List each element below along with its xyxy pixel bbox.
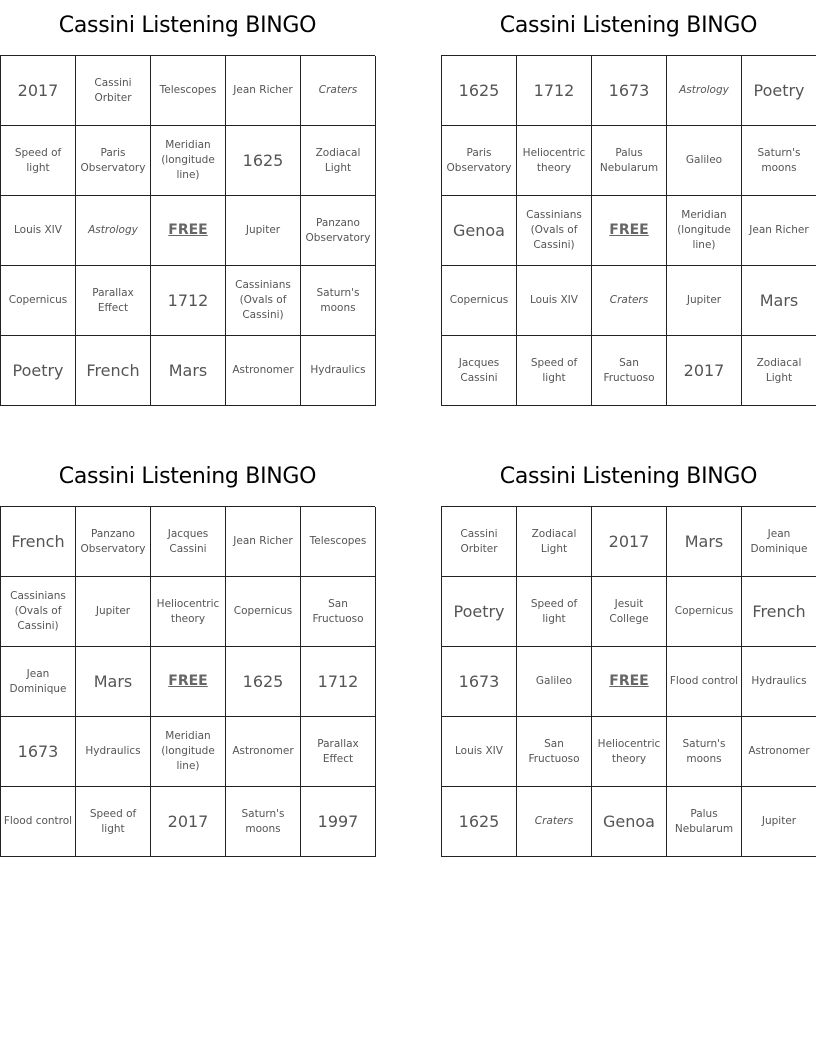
bingo-cell: Zodiacal Light (301, 126, 376, 196)
bingo-cell: 1673 (1, 717, 76, 787)
bingo-cell: 1997 (301, 787, 376, 857)
bingo-cell: French (1, 507, 76, 577)
bingo-grid (441, 55, 816, 406)
bingo-cell: 1712 (151, 266, 226, 336)
bingo-cell: Saturn's moons (667, 717, 742, 787)
bingo-cell: Telescopes (301, 507, 376, 577)
bingo-cell: Flood control (1, 787, 76, 857)
bingo-cell: Copernicus (226, 577, 301, 647)
bingo-cell: Zodiacal Light (517, 507, 592, 577)
bingo-cell: 2017 (667, 336, 742, 406)
bingo-cell: Craters (592, 266, 667, 336)
bingo-cell: 1712 (517, 56, 592, 126)
bingo-cell: Panzano Observatory (76, 507, 151, 577)
bingo-cell: Astronomer (226, 336, 301, 406)
card-title: Cassini Listening BINGO (499, 13, 758, 38)
bingo-cell: Palus Nebularum (592, 126, 667, 196)
bingo-cell: 2017 (1, 56, 76, 126)
free-cell: FREE (592, 647, 667, 717)
bingo-cell: Speed of light (1, 126, 76, 196)
card-title: Cassini Listening BINGO (58, 464, 317, 489)
bingo-cell: Telescopes (151, 56, 226, 126)
bingo-cell: Cassinians (Ovals of Cassini) (226, 266, 301, 336)
bingo-cell: Cassini Orbiter (442, 507, 517, 577)
bingo-cell: French (742, 577, 816, 647)
bingo-cell: Louis XIV (1, 196, 76, 266)
bingo-cell: Craters (517, 787, 592, 857)
bingo-cell: Jupiter (667, 266, 742, 336)
bingo-cell: Saturn's moons (301, 266, 376, 336)
bingo-cell: Jesuit College (592, 577, 667, 647)
bingo-cell: Parallax Effect (301, 717, 376, 787)
bingo-cell: Hydraulics (301, 336, 376, 406)
bingo-cell: Astrology (667, 56, 742, 126)
bingo-cell: Palus Nebularum (667, 787, 742, 857)
card-title: Cassini Listening BINGO (499, 464, 758, 489)
bingo-cell: Copernicus (1, 266, 76, 336)
bingo-cell: San Fructuoso (517, 717, 592, 787)
bingo-cell: Hydraulics (76, 717, 151, 787)
bingo-cell: Jupiter (742, 787, 816, 857)
bingo-card-1 (0, 13, 375, 406)
bingo-cell: 1625 (442, 56, 517, 126)
bingo-cell: Jean Dominique (1, 647, 76, 717)
bingo-cell: 1712 (301, 647, 376, 717)
bingo-cell: Poetry (442, 577, 517, 647)
bingo-card-2 (441, 13, 816, 406)
bingo-cell: Paris Observatory (76, 126, 151, 196)
bingo-cell: Jean Richer (226, 507, 301, 577)
bingo-grid (0, 506, 375, 857)
bingo-cell: Speed of light (517, 577, 592, 647)
free-cell: FREE (151, 196, 226, 266)
bingo-cell: 1625 (442, 787, 517, 857)
bingo-cell: Genoa (592, 787, 667, 857)
bingo-cell: Jupiter (226, 196, 301, 266)
bingo-cell: 1673 (442, 647, 517, 717)
bingo-cell: Zodiacal Light (742, 336, 816, 406)
bingo-cell: Jean Dominique (742, 507, 816, 577)
bingo-grid (441, 506, 816, 857)
bingo-cell: Meridian (longitude line) (151, 126, 226, 196)
bingo-cell: Heliocentric theory (517, 126, 592, 196)
bingo-cell: Mars (742, 266, 816, 336)
bingo-cell: Panzano Observatory (301, 196, 376, 266)
bingo-cell: Mars (151, 336, 226, 406)
bingo-cell: San Fructuoso (592, 336, 667, 406)
bingo-cell: Cassinians (Ovals of Cassini) (1, 577, 76, 647)
bingo-cell: Craters (301, 56, 376, 126)
bingo-cell: Copernicus (442, 266, 517, 336)
bingo-cell: French (76, 336, 151, 406)
bingo-cell: Galileo (517, 647, 592, 717)
bingo-cell: Speed of light (76, 787, 151, 857)
bingo-cell: Jean Richer (742, 196, 816, 266)
bingo-cell: Speed of light (517, 336, 592, 406)
free-cell: FREE (592, 196, 667, 266)
bingo-grid (0, 55, 375, 406)
bingo-cell: Poetry (742, 56, 816, 126)
bingo-cell: Paris Observatory (442, 126, 517, 196)
bingo-card-4 (441, 464, 816, 857)
bingo-cell: Astronomer (226, 717, 301, 787)
bingo-cell: Mars (76, 647, 151, 717)
bingo-cell: 1625 (226, 647, 301, 717)
bingo-cell: 1673 (592, 56, 667, 126)
bingo-cell: Louis XIV (442, 717, 517, 787)
bingo-cell: Jacques Cassini (151, 507, 226, 577)
bingo-cell: Copernicus (667, 577, 742, 647)
bingo-cell: Astronomer (742, 717, 816, 787)
bingo-cell: Jupiter (76, 577, 151, 647)
bingo-cell: 2017 (151, 787, 226, 857)
bingo-cell: Saturn's moons (226, 787, 301, 857)
bingo-cell: Astrology (76, 196, 151, 266)
bingo-cell: Meridian (longitude line) (151, 717, 226, 787)
bingo-cell: Cassini Orbiter (76, 56, 151, 126)
bingo-cell: Meridian (longitude line) (667, 196, 742, 266)
bingo-card-3 (0, 464, 375, 857)
bingo-cell: Heliocentric theory (151, 577, 226, 647)
bingo-cell: Heliocentric theory (592, 717, 667, 787)
bingo-cell: Poetry (1, 336, 76, 406)
bingo-cell: Mars (667, 507, 742, 577)
bingo-cell: Saturn's moons (742, 126, 816, 196)
bingo-cell: 1625 (226, 126, 301, 196)
bingo-cell: Flood control (667, 647, 742, 717)
bingo-cell: Hydraulics (742, 647, 816, 717)
bingo-cell: Galileo (667, 126, 742, 196)
free-cell: FREE (151, 647, 226, 717)
bingo-cell: Genoa (442, 196, 517, 266)
bingo-cell: 2017 (592, 507, 667, 577)
bingo-cell: Cassinians (Ovals of Cassini) (517, 196, 592, 266)
bingo-cell: San Fructuoso (301, 577, 376, 647)
bingo-cell: Jean Richer (226, 56, 301, 126)
card-title: Cassini Listening BINGO (58, 13, 317, 38)
bingo-cell: Louis XIV (517, 266, 592, 336)
bingo-cell: Parallax Effect (76, 266, 151, 336)
bingo-cell: Jacques Cassini (442, 336, 517, 406)
